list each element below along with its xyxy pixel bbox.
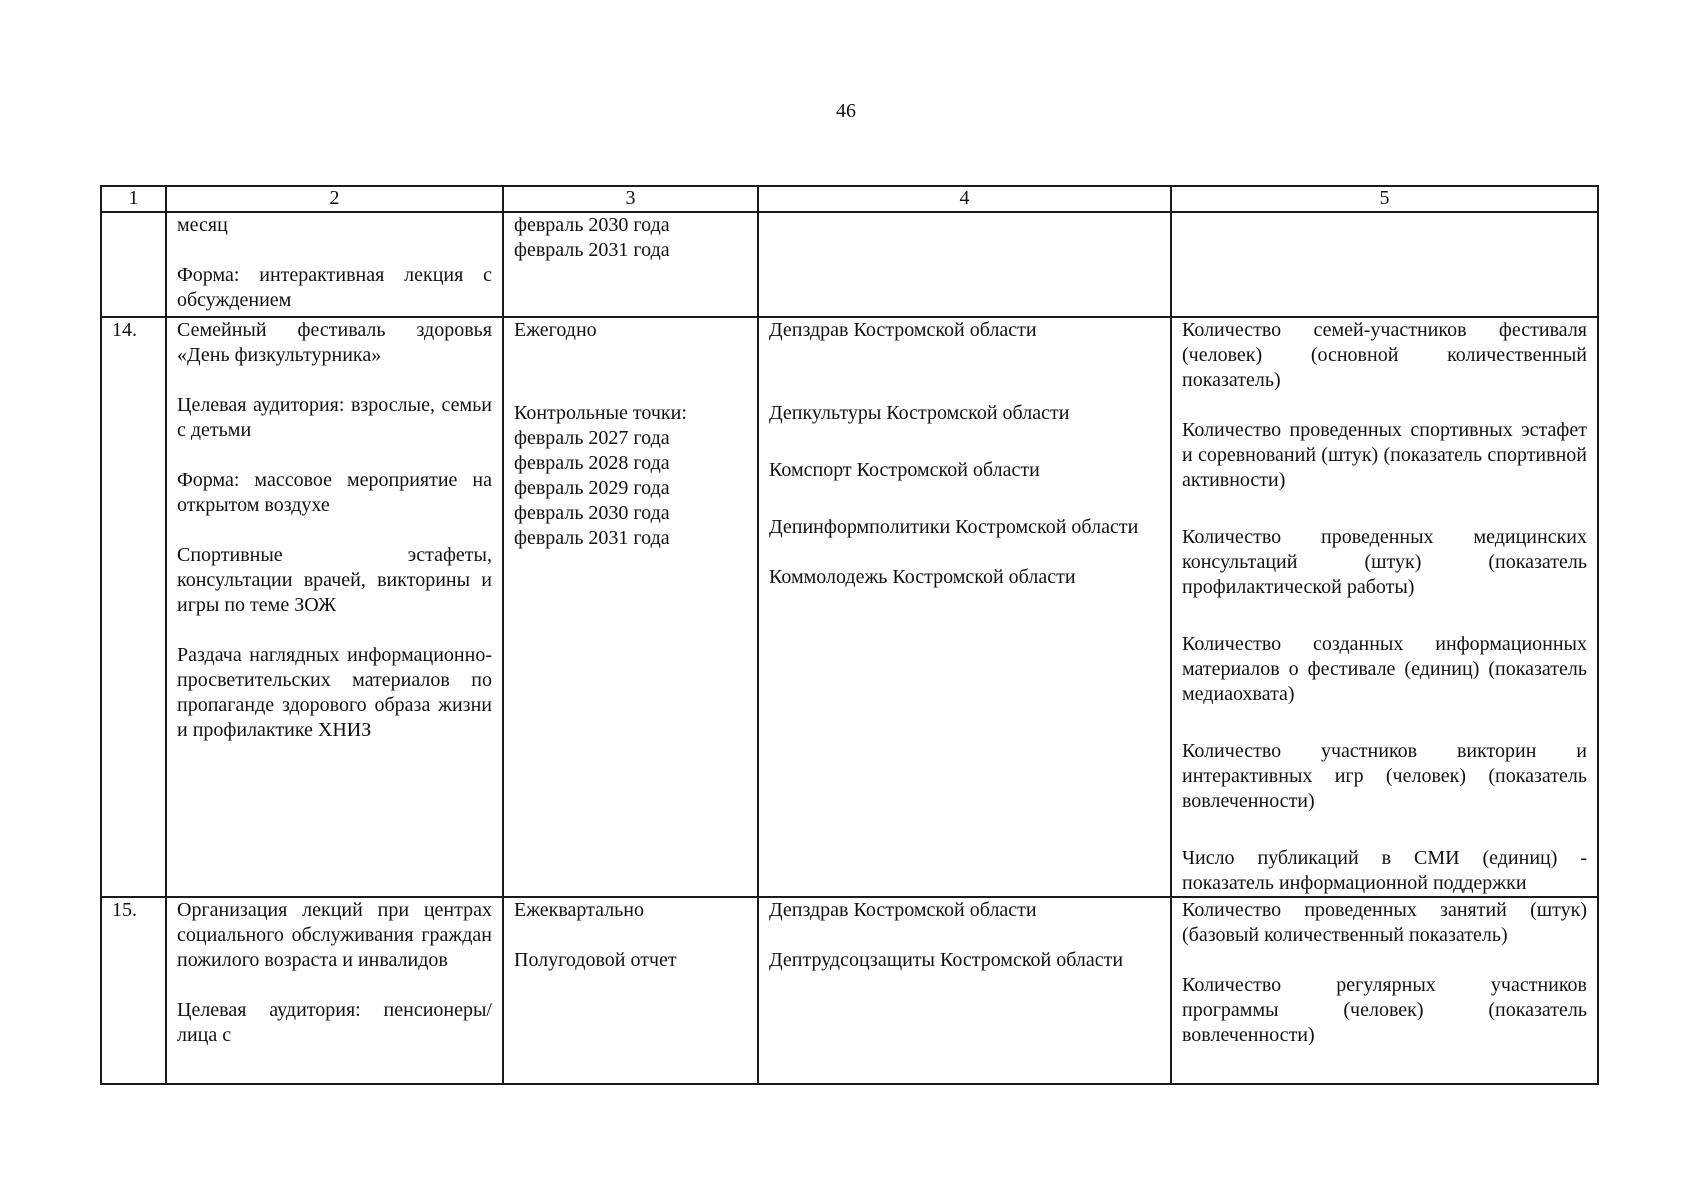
schedule-text: Ежеквартально — [514, 899, 644, 921]
schedule-text: февраль 2031 года — [514, 527, 670, 549]
schedule-text: февраль 2030 года — [514, 214, 670, 236]
schedule-cell — [503, 897, 758, 1084]
description-text: Семейный фестиваль здоровья «День физкультурника» — [177, 319, 492, 366]
responsible-text: Дептрудсоцзащиты Костромской области — [769, 949, 1124, 971]
page-number: 46 — [836, 100, 856, 122]
row-number-cell: 14. — [101, 317, 166, 897]
event-description-cell — [166, 897, 503, 1084]
description-text: Целевая аудитория: пенсионеры/лица с — [177, 999, 492, 1046]
indicator-text: Количество участников викторин и интерактивных игр (человек) (показатель вовлеченности) — [1182, 740, 1587, 812]
indicator-text: Количество регулярных участников программы (человек) (показатель вовлеченности) — [1182, 974, 1587, 1046]
header-col-2: 2 — [166, 186, 503, 212]
indicators-cell — [1171, 212, 1598, 317]
header-col-4: 4 — [758, 186, 1171, 212]
responsible-text: Депздрав Костромской области — [769, 899, 1037, 921]
schedule-cell — [503, 212, 758, 317]
header-col-3: 3 — [503, 186, 758, 212]
indicators-cell — [1171, 317, 1598, 897]
table-row — [101, 897, 1598, 1084]
schedule-text: февраль 2027 года — [514, 427, 670, 449]
event-description-cell — [166, 317, 503, 897]
schedule-text: Контрольные точки: — [514, 402, 687, 424]
header-col-5: 5 — [1171, 186, 1598, 212]
description-text: Организация лекций при центрах социального обслуживания граждан пожилого возраста и инвалидов — [177, 899, 492, 971]
responsible-cell — [758, 897, 1171, 1084]
schedule-text: февраль 2028 года — [514, 452, 670, 474]
indicator-text: Количество проведенных медицинских консультаций (штук) (показатель профилактической работы) — [1182, 526, 1587, 598]
schedule-text: Ежегодно — [514, 319, 597, 341]
row-number-cell: 15. — [101, 897, 166, 1084]
responsible-text: Депинформполитики Костромской области — [769, 516, 1139, 538]
schedule-text: февраль 2029 года — [514, 477, 670, 499]
description-text: месяц — [177, 214, 228, 236]
table-row — [101, 212, 1598, 317]
schedule-text: февраль 2031 года — [514, 239, 670, 261]
indicator-text: Количество проведенных занятий (штук) (базовый количественный показатель) — [1182, 899, 1587, 946]
responsible-text: Депздрав Костромской области — [769, 319, 1037, 341]
responsible-cell — [758, 317, 1171, 897]
measures-table — [100, 185, 1599, 1085]
row-number-cell — [101, 212, 166, 317]
header-col-1: 1 — [101, 186, 166, 212]
indicator-text: Количество созданных информационных материалов о фестивале (единиц) (показатель медиаохвата) — [1182, 633, 1587, 705]
indicator-text: Количество проведенных спортивных эстафет и соревнований (штук) (показатель спортивной активности) — [1182, 419, 1587, 491]
schedule-cell — [503, 317, 758, 897]
indicator-text: Количество семей-участников фестиваля (человек) (основной количественный показатель) — [1182, 319, 1587, 391]
description-text: Спортивные эстафеты, консультации врачей, викторины и игры по теме ЗОЖ — [177, 544, 492, 616]
description-text: Целевая аудитория: взрослые, семьи с детьми — [177, 394, 492, 441]
schedule-text: февраль 2030 года — [514, 502, 670, 524]
table-row — [101, 317, 1598, 897]
schedule-text: Полугодовой отчет — [514, 949, 677, 971]
description-text: Форма: интерактивная лекция с обсуждением — [177, 264, 492, 311]
event-description-cell — [166, 212, 503, 317]
description-text: Раздача наглядных информационно-просветительских материалов по пропаганде здорового образа жизни и профилактике ХНИЗ — [177, 644, 492, 741]
responsible-text: Депкультуры Костромской области — [769, 402, 1070, 424]
indicators-cell — [1171, 897, 1598, 1084]
description-text: Форма: массовое мероприятие на открытом воздухе — [177, 469, 492, 516]
responsible-cell — [758, 212, 1171, 317]
table-header-row — [101, 186, 1598, 212]
indicator-text: Число публикаций в СМИ (единиц) - показатель информационной поддержки — [1182, 847, 1587, 894]
responsible-text: Коммолодежь Костромской области — [769, 566, 1076, 588]
responsible-text: Комспорт Костромской области — [769, 459, 1040, 481]
